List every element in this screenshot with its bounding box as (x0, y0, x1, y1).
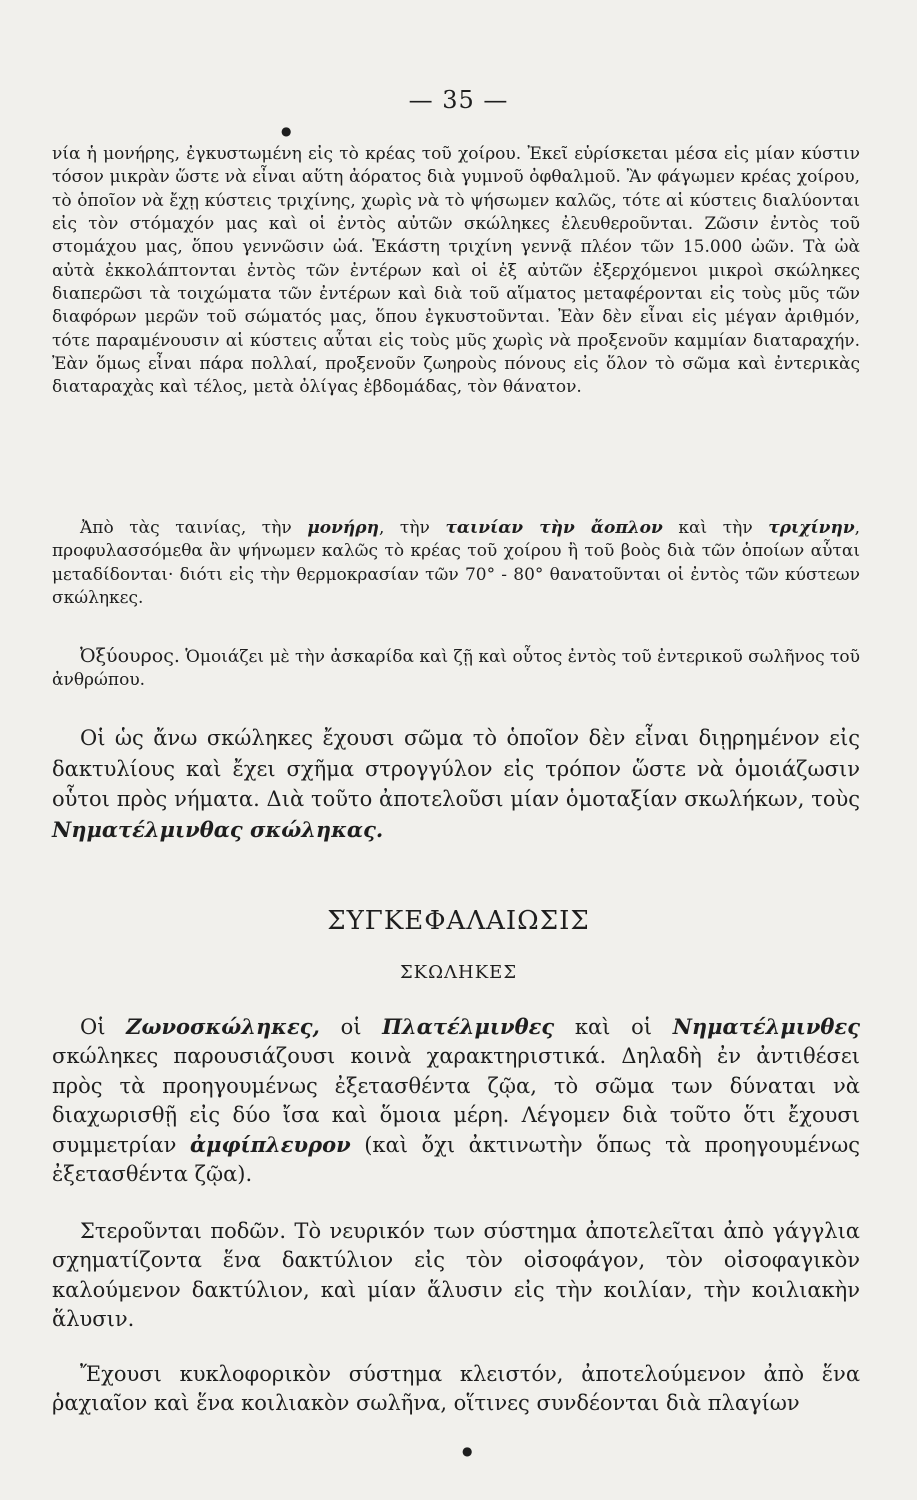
oxyuris-lead: Ὀξύουρος. (80, 645, 180, 667)
term-monere: μονήρη (307, 518, 379, 538)
trichina-paragraph (52, 143, 860, 400)
term-taenia-aoplos: ταινίαν τὴν ἄοπλον (445, 518, 663, 538)
nematodes-paragraph: Οἱ ὡς ἄνω σκώληκες ἔχουσι σῶμα τὸ ὁποῖον δὲν εἶναι διῃρημένον εἰς δακτυλίους καὶ ἔχει σχῆμα στρογγύλον εἰς τρόπον ὥστε νὰ ὁμοιάζωσιν οὗτοι πρὸς νήματα. Διὰ τοῦτο ἀποτελοῦσι μίαν ὁμοταξίαν σκωλήκων, τοὺς Νηματέλμινθας σκώληκας. (52, 726, 860, 843)
nervous-system-paragraph: Στεροῦνται ποδῶν. Τὸ νευρικόν των σύστημα ἀποτελεῖται ἀπὸ γάγγλια σχηματίζοντα ἕνα δακτύλιον εἰς τὸν οἰσοφάγον, τὸν οἰσοφαγικὸν καλούμενον δακτύλιον, καὶ μίαν ἅλυσιν εἰς τὴν κοιλίαν, τὴν κοιλιακὴν ἅλυσιν. (52, 1219, 860, 1331)
term-trichine: τριχίνην (768, 518, 855, 538)
ink-dot: ● (281, 124, 292, 138)
ink-dot: ● (462, 1444, 473, 1458)
circulatory-paragraph: Ἔχουσι κυκλοφορικὸν σύστημα κλειστόν, ἀποτελούμενον ἀπὸ ἕνα ῥαχιαῖον καὶ ἕνα κοιλιακὸν σωλῆνα, οἵτινες συνδέονται διὰ πλαγίων (52, 1362, 860, 1416)
summary-paragraph: Οἱ Ζωνοσκώληκες, οἱ Πλατέλμινθες καὶ οἱ Νηματέλμινθες σκώληκες παρουσιάζουσι κοινὰ χαρακτηριστικά. Δηλαδὴ ἐν ἀντιθέσει πρὸς τὰ προηγουμένως ἐξετασθέντα ζῷα, τὸ σῶμα των δύναται νὰ διαχωρισθῇ εἰς δύο ἴσα καὶ ὅμοια μέρη. Λέγομεν διὰ τοῦτο ὅτι ἔχουσι συμμετρίαν ἀμφίπλευρον (καὶ ὄχι ἀκτινωτὴν ὅπως τὰ προηγουμένως ἐξετασθέντα ζῷα). (52, 1014, 860, 1187)
term-nematelminthes-2: Νηματέλμινθες (672, 1014, 860, 1039)
page-number: — 35 — (408, 86, 509, 114)
summary-subtitle: ΣΚΩΛΗΚΕΣ (399, 962, 518, 983)
paragraph-text: νία ἡ μονήρης, ἐγκυστωμένη εἰς τὸ κρέας τοῦ χοίρου. Ἐκεῖ εὑρίσκεται μέσα εἰς μίαν κύστιν τόσον μικρὰν ὥστε νὰ εἶναι αὕτη ἀόρατος διὰ γυμνοῦ ὀφθαλμοῦ. Ἂν φάγωμεν κρέας χοίρου, τὸ ὁποῖον νὰ ἔχῃ κύστεις τριχίνης, χωρὶς νὰ τὸ ψήσωμεν καλῶς, τότε αἱ κύστεις διαλύονται εἰς τὸν στόμαχόν μας καὶ οἱ ἐντὸς αὐτῶν σκώληκες ἐλευθεροῦνται. Ζῶσιν ἐντὸς τοῦ στομάχου μας, ὅπου γεννῶσιν ὠά. Ἑκάστη τριχίνη γεννᾷ πλέον τῶν 15.000 ὠῶν. Τὰ ὠὰ αὐτὰ ἐκκολάπτονται ἐντὸς τῶν ἐντέρων καὶ οἱ ἐξ αὐτῶν ἐξερχόμενοι μικροὶ σκώληκες διαπερῶσι τὰ τοιχώματα τῶν ἐντέρων καὶ διὰ τοῦ αἵματος μεταφέρονται εἰς τοὺς μῦς τῶν διαφόρων μερῶν τοῦ σώματός μας, ὅπου ἐγκυστοῦνται. Ἐὰν δὲν εἶναι εἰς μέγαν ἀριθμόν, τότε παραμένουσιν αἱ κύστεις αὗται εἰς τοὺς μῦς χωρὶς νὰ προξενοῦν καμμίαν διαταραχήν. Ἐὰν ὅμως εἶναι πάρα πολλαί, προξενοῦν ζωηροὺς πόνους εἰς ὅλον τὸ σῶμα καὶ ἐντερικὰς διαταραχὰς καὶ τέλος, μετὰ ὀλίγας ἑβδομάδας, τὸν θάνατον. (52, 144, 860, 398)
term-nematelminthes: Νηματέλμινθας σκώληκας. (52, 817, 384, 843)
term-platelminthes: Πλατέλμινθες (382, 1014, 555, 1039)
oxyuris-paragraph: Ὀξύουρος. Ὁμοιάζει μὲ τὴν ἀσκαρίδα καὶ ζῇ καὶ οὗτος ἐντὸς τοῦ ἐντερικοῦ σωλῆνος τοῦ ἀνθρώπου. (52, 645, 860, 691)
term-zonoskolikes: Ζωνοσκώληκες, (126, 1014, 320, 1039)
prevention-paragraph: Ἀπὸ τὰς ταινίας, τὴν μονήρη, τὴν ταινίαν τὴν ἄοπλον καὶ τὴν τριχίνην, προφυλασσόμεθα ἂν ψήνωμεν καλῶς τὸ κρέας τοῦ χοίρου ἢ τοῦ βοὸς διὰ τῶν ὁποίων αὗται μεταδίδονται· διότι εἰς τὴν θερμοκρασίαν τῶν 70° - 80° θανατοῦνται οἱ ἐντὸς τῶν κύστεων σκώληκες. (52, 518, 861, 609)
summary-title: ΣΥΓΚΕΦΑΛΑΙΩΣΙΣ (327, 906, 590, 936)
term-amphipleuron: ἀμφίπλευρον (189, 1132, 351, 1158)
